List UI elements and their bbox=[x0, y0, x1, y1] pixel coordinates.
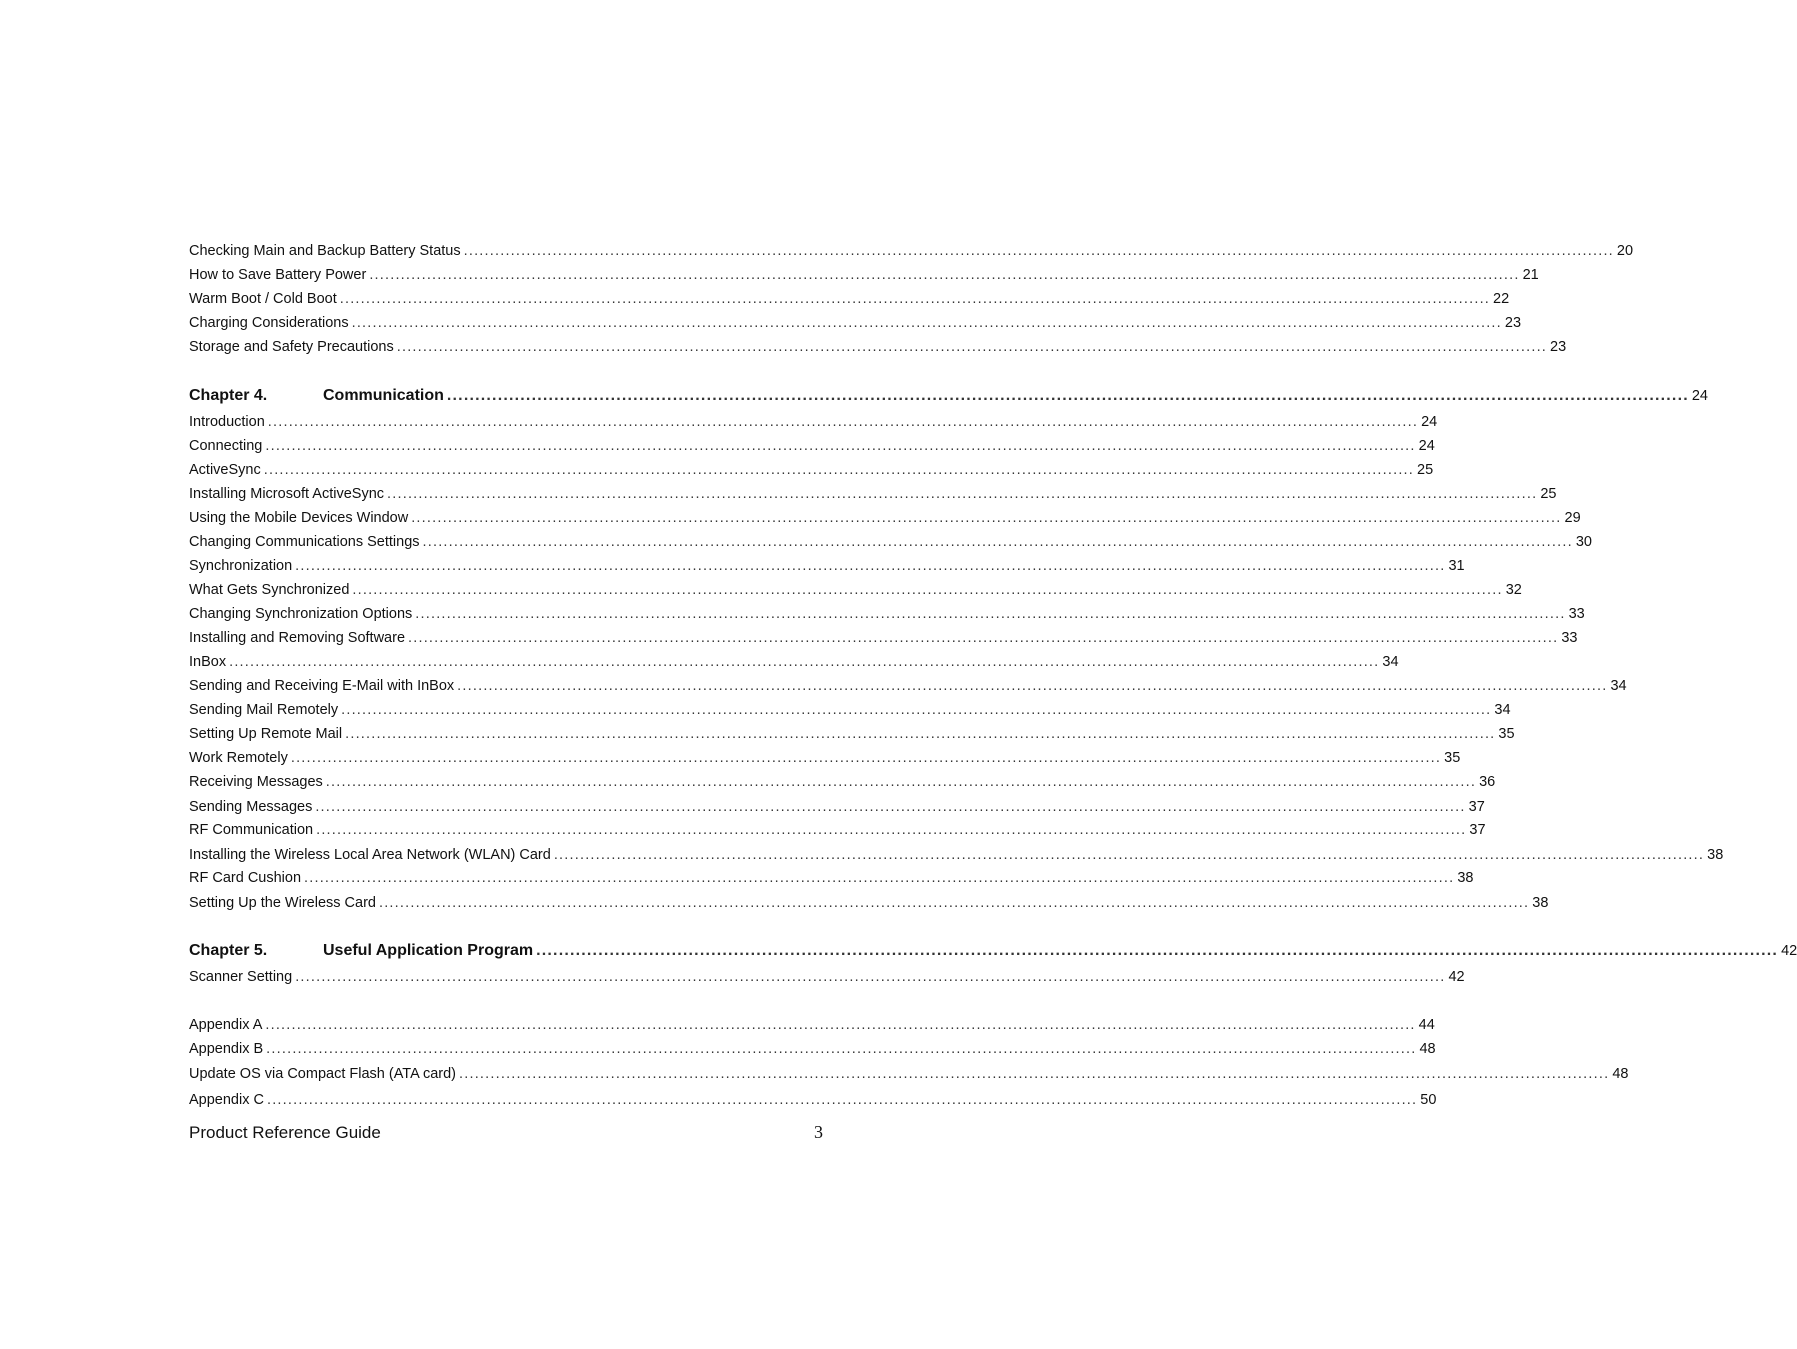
toc-entry-title: RF Card Cushion bbox=[189, 870, 302, 886]
toc-entry bbox=[189, 533, 1592, 551]
dot-leader: ............................................................................................................................................................................................................................ bbox=[415, 606, 1566, 622]
toc-page-number: 38 bbox=[1707, 847, 1724, 863]
toc-entry-title: Installing the Wireless Local Area Network (WLAN) Card bbox=[189, 847, 551, 863]
dot-leader: ............................................................................................................................................................................................................................ bbox=[265, 438, 1416, 454]
toc-page-number: 48 bbox=[1419, 1041, 1436, 1057]
toc-entry-title: Sending and Receiving E-Mail with InBox bbox=[189, 678, 455, 694]
toc-page-number: 38 bbox=[1532, 895, 1549, 911]
dot-leader: ............................................................................................................................................................................................................................ bbox=[290, 750, 1442, 766]
toc-page-number: 25 bbox=[1417, 462, 1434, 478]
footer-page-number: 3 bbox=[814, 1122, 823, 1142]
toc-entry bbox=[189, 869, 1474, 887]
toc-entry bbox=[189, 461, 1434, 479]
toc-entry-title: Appendix B bbox=[189, 1041, 264, 1057]
toc-entry bbox=[189, 485, 1557, 503]
dot-leader: ............................................................................................................................................................................................................................ bbox=[351, 315, 1502, 331]
toc-entry bbox=[189, 968, 1465, 986]
dot-leader: ............................................................................................................................................................................................................................ bbox=[304, 870, 1455, 886]
dot-leader: ............................................................................................................................................................................................................................ bbox=[341, 702, 1492, 718]
toc-entry bbox=[189, 1065, 1629, 1083]
dot-leader: ............................................................................................................................................................................................................................ bbox=[267, 414, 1419, 430]
chapter-title: Communication bbox=[323, 387, 444, 404]
dot-leader: ............................................................................................................................................................................................................................ bbox=[457, 678, 1608, 694]
toc-entry-title bbox=[189, 387, 444, 405]
toc-page-number: 30 bbox=[1575, 534, 1592, 550]
toc-entry-title: Appendix C bbox=[189, 1092, 264, 1108]
chapter-number: Chapter 5. bbox=[189, 942, 268, 959]
toc-entry bbox=[189, 557, 1465, 575]
toc-page-number: 21 bbox=[1522, 267, 1539, 283]
toc-page-number: 42 bbox=[1781, 943, 1797, 959]
dot-leader: ............................................................................................................................................................................................................................ bbox=[387, 486, 1538, 502]
toc-page-number: 36 bbox=[1479, 774, 1496, 790]
dot-leader: ............................................................................................................................................................................................................................ bbox=[265, 1017, 1416, 1033]
toc-entry-title: Changing Synchronization Options bbox=[189, 606, 413, 622]
toc-entry bbox=[189, 290, 1510, 308]
footer-guide-title: Product Reference Guide bbox=[189, 1123, 381, 1142]
toc-entry bbox=[189, 605, 1585, 623]
toc-entry-title: How to Save Battery Power bbox=[189, 267, 367, 283]
toc-entry-title: Using the Mobile Devices Window bbox=[189, 510, 409, 526]
toc-entry bbox=[189, 266, 1539, 284]
toc-page-number: 50 bbox=[1420, 1092, 1437, 1108]
dot-leader: ............................................................................................................................................................................................................................ bbox=[295, 558, 1446, 574]
toc-page-number: 24 bbox=[1691, 388, 1708, 404]
dot-leader: ............................................................................................................................................................................................................................ bbox=[266, 1092, 1418, 1108]
toc-entry-title: Sending Messages bbox=[189, 799, 313, 815]
dot-leader: ............................................................................................................................................................................................................................ bbox=[352, 582, 1503, 598]
toc-entry-title: RF Communication bbox=[189, 822, 314, 838]
toc-entry bbox=[189, 846, 1724, 864]
toc-entry-title: Checking Main and Backup Battery Status bbox=[189, 243, 461, 259]
toc-page-number: 31 bbox=[1448, 558, 1465, 574]
toc-page-number: 44 bbox=[1418, 1017, 1435, 1033]
toc-entry-title: Introduction bbox=[189, 414, 265, 430]
toc-page-number: 25 bbox=[1540, 486, 1557, 502]
toc-entry bbox=[189, 581, 1522, 599]
toc-entry-title: Installing Microsoft ActiveSync bbox=[189, 486, 385, 502]
toc-entry bbox=[189, 1016, 1435, 1034]
toc-page-number: 48 bbox=[1612, 1066, 1629, 1082]
dot-leader: ............................................................................................................................................................................................................................ bbox=[229, 654, 1380, 670]
dot-leader: ............................................................................................................................................................................................................................ bbox=[325, 774, 1477, 790]
toc-entry bbox=[189, 509, 1581, 527]
toc-page-number: 33 bbox=[1568, 606, 1585, 622]
dot-leader: ............................................................................................................................................................................................................................ bbox=[463, 243, 1614, 259]
toc-entry bbox=[189, 725, 1515, 743]
dot-leader: ............................................................................................................................................................................................................................ bbox=[411, 510, 1562, 526]
toc-page-number: 24 bbox=[1418, 438, 1435, 454]
toc-page-number: 34 bbox=[1382, 654, 1399, 670]
dot-leader: ............................................................................................................................................................................................................................ bbox=[263, 462, 1415, 478]
toc-entry-title: Sending Mail Remotely bbox=[189, 702, 339, 718]
toc-page-number: 29 bbox=[1564, 510, 1581, 526]
toc-entry bbox=[189, 1091, 1437, 1109]
toc-entry-title: InBox bbox=[189, 654, 227, 670]
dot-leader: ............................................................................................................................................................................................................................ bbox=[345, 726, 1496, 742]
toc-entry-title: Work Remotely bbox=[189, 750, 288, 766]
dot-leader: ............................................................................................................................................................................................................................ bbox=[378, 895, 1530, 911]
toc-page-number: 32 bbox=[1505, 582, 1522, 598]
toc-entry bbox=[189, 894, 1549, 912]
toc-entry bbox=[189, 701, 1511, 719]
toc-entry bbox=[189, 653, 1399, 671]
toc-entry bbox=[189, 413, 1438, 431]
toc-page-number: 37 bbox=[1469, 822, 1486, 838]
toc-entry bbox=[189, 677, 1627, 695]
toc-entry bbox=[189, 773, 1496, 791]
toc-entry bbox=[189, 242, 1634, 260]
dot-leader: ............................................................................................................................................................................................................................ bbox=[536, 942, 1779, 959]
toc-entry bbox=[189, 338, 1567, 356]
dot-leader: ............................................................................................................................................................................................................................ bbox=[369, 267, 1520, 283]
chapter-title: Useful Application Program bbox=[323, 942, 534, 959]
toc-page-number: 23 bbox=[1550, 339, 1567, 355]
toc-entry-title: Connecting bbox=[189, 438, 263, 454]
dot-leader: ............................................................................................................................................................................................................................ bbox=[266, 1041, 1417, 1057]
toc-entry-title: Installing and Removing Software bbox=[189, 630, 406, 646]
toc-entry-title: Setting Up Remote Mail bbox=[189, 726, 343, 742]
toc-chapter-heading bbox=[189, 387, 1708, 405]
toc-entry bbox=[189, 821, 1486, 839]
toc-entry-title: Warm Boot / Cold Boot bbox=[189, 291, 337, 307]
toc-page-number: 20 bbox=[1616, 243, 1634, 259]
toc-entry bbox=[189, 629, 1578, 647]
dot-leader: ............................................................................................................................................................................................................................ bbox=[315, 799, 1466, 815]
dot-leader: ............................................................................................................................................................................................................................ bbox=[553, 847, 1705, 863]
toc-entry-title: Changing Communications Settings bbox=[189, 534, 420, 550]
toc-page-number: 42 bbox=[1448, 969, 1465, 985]
toc-entry-title: Scanner Setting bbox=[189, 969, 293, 985]
dot-leader: ............................................................................................................................................................................................................................ bbox=[295, 969, 1446, 985]
toc-page-number: 34 bbox=[1610, 678, 1627, 694]
toc-page-number: 23 bbox=[1504, 315, 1522, 331]
toc-page-number: 24 bbox=[1421, 414, 1438, 430]
toc-entry bbox=[189, 1040, 1436, 1058]
toc-page-number: 34 bbox=[1494, 702, 1511, 718]
toc-entry-title: Update OS via Compact Flash (ATA card) bbox=[189, 1066, 457, 1082]
toc-chapter-heading bbox=[189, 942, 1797, 960]
toc-entry-title bbox=[189, 942, 533, 960]
toc-page-number: 22 bbox=[1493, 291, 1510, 307]
toc-entry bbox=[189, 798, 1485, 816]
dot-leader: ............................................................................................................................................................................................................................ bbox=[408, 630, 1559, 646]
toc-entry-title: Setting Up the Wireless Card bbox=[189, 895, 376, 911]
toc-entry bbox=[189, 749, 1461, 767]
dot-leader: ............................................................................................................................................................................................................................ bbox=[396, 339, 1548, 355]
dot-leader: ............................................................................................................................................................................................................................ bbox=[422, 534, 1573, 550]
toc-entry-title: Storage and Safety Precautions bbox=[189, 339, 394, 355]
dot-leader: ............................................................................................................................................................................................................................ bbox=[339, 291, 1491, 307]
toc-entry bbox=[189, 314, 1522, 332]
toc-page-number: 35 bbox=[1498, 726, 1515, 742]
dot-leader: ............................................................................................................................................................................................................................ bbox=[446, 387, 1689, 404]
toc-page-number: 33 bbox=[1561, 630, 1578, 646]
toc-entry-title: Synchronization bbox=[189, 558, 293, 574]
toc-entry-title: Charging Considerations bbox=[189, 315, 349, 331]
toc-entry-title: ActiveSync bbox=[189, 462, 261, 478]
toc-entry-title: Receiving Messages bbox=[189, 774, 323, 790]
toc-page-number: 37 bbox=[1468, 799, 1485, 815]
toc-page-number: 38 bbox=[1457, 870, 1474, 886]
chapter-number: Chapter 4. bbox=[189, 387, 268, 404]
toc-page-number: 35 bbox=[1444, 750, 1461, 766]
toc-entry-title: Appendix A bbox=[189, 1017, 263, 1033]
toc-entry bbox=[189, 437, 1435, 455]
toc-entry-title: What Gets Synchronized bbox=[189, 582, 350, 598]
dot-leader: ............................................................................................................................................................................................................................ bbox=[459, 1066, 1610, 1082]
dot-leader: ............................................................................................................................................................................................................................ bbox=[316, 822, 1467, 838]
